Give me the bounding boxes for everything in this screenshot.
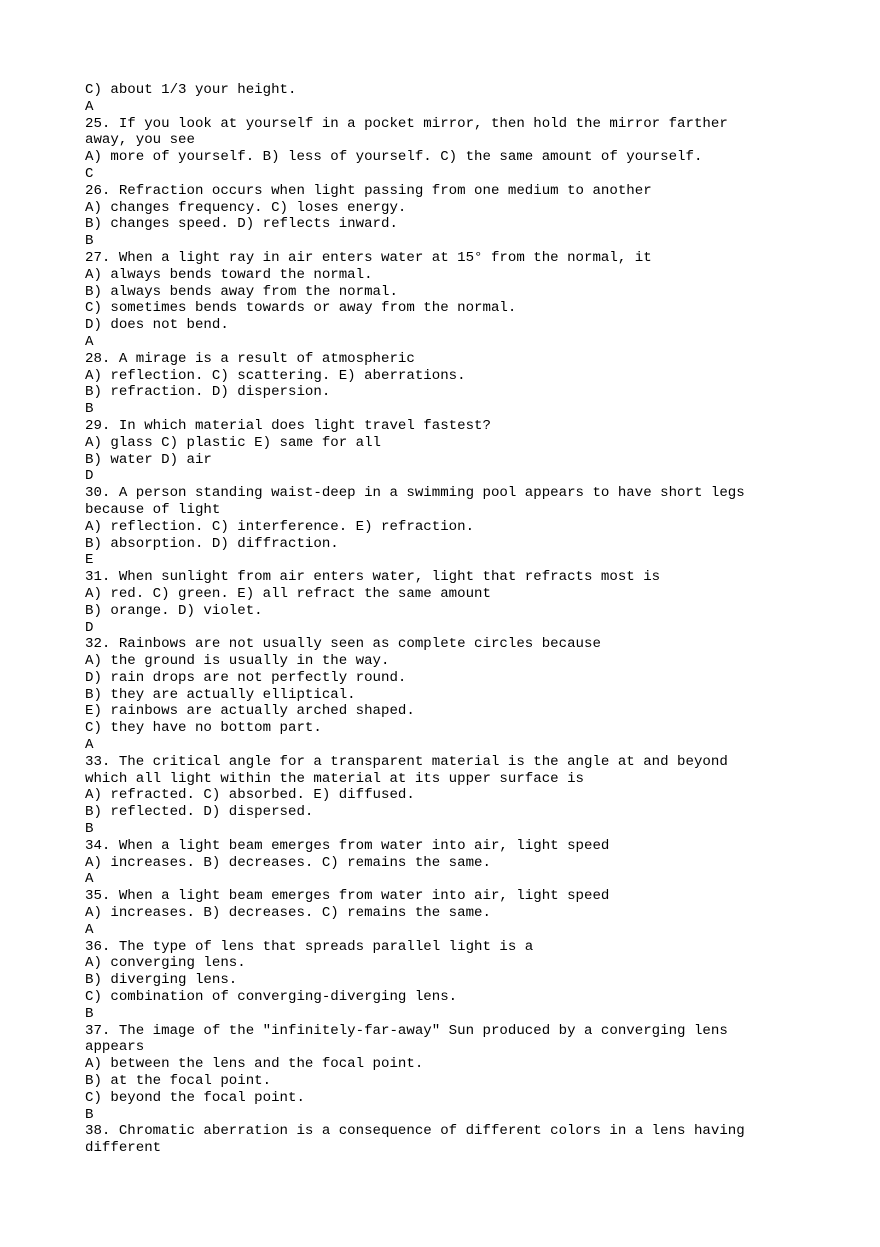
text-line: A [85,333,94,350]
text-line: A) reflection. C) interference. E) refraction. [85,518,475,535]
text-line: B) refraction. D) dispersion. [85,384,331,401]
text-line: A) glass C) plastic E) same for all [85,434,382,451]
text-line: E) rainbows are actually arched shaped. [85,703,415,720]
text-line: A [85,98,94,115]
text-line: away, you see [85,132,195,149]
text-line: A) increases. B) decreases. C) remains the same. [85,854,491,871]
text-line: 30. A person standing waist-deep in a swimming pool appears to have short legs [85,485,745,502]
text-line: E [85,552,94,569]
text-line: 27. When a light ray in air enters water at 15° from the normal, it [85,249,652,266]
text-line: A) the ground is usually in the way. [85,653,390,670]
text-line: 33. The critical angle for a transparent material is the angle at and beyond [85,753,728,770]
text-line: A) increases. B) decreases. C) remains the same. [85,905,491,922]
text-line: which all light within the material at its upper surface is [85,770,584,787]
text-line: B [85,1106,94,1123]
text-line: 31. When sunlight from air enters water, light that refracts most is [85,569,661,586]
text-line: 28. A mirage is a result of atmospheric [85,350,415,367]
text-line: B [85,401,94,418]
text-line: 26. Refraction occurs when light passing from one medium to another [85,182,652,199]
text-line: A [85,921,94,938]
text-line: A [85,871,94,888]
text-line: C) about 1/3 your height. [85,82,297,98]
text-line: appears [85,1039,145,1056]
document-page [85,82,795,1157]
text-line: 29. In which material does light travel fastest? [85,417,491,434]
text-line: B) diverging lens. [85,972,238,989]
text-line: because of light [85,501,221,518]
text-line: D [85,619,94,636]
text-line: C) sometimes bends towards or away from the normal. [85,300,517,317]
text-line: B) at the focal point. [85,1073,272,1090]
text-line: B) reflected. D) dispersed. [85,804,314,821]
text-line: D [85,468,94,485]
text-line: 32. Rainbows are not usually seen as complete circles because [85,636,601,653]
text-line: 25. If you look at yourself in a pocket mirror, then hold the mirror farther [85,115,728,132]
text-line: D) rain drops are not perfectly round. [85,669,407,686]
text-line: A) reflection. C) scattering. E) aberrations. [85,367,466,384]
text-line: C) beyond the focal point. [85,1089,305,1106]
text-line: B [85,233,94,250]
text-line: B) they are actually elliptical. [85,686,356,703]
text-line: 36. The type of lens that spreads parallel light is a [85,938,534,955]
text-line: B) always bends away from the normal. [85,283,398,300]
text-line: D) does not bend. [85,317,229,334]
text-line: A) red. C) green. E) all refract the same amount [85,585,491,602]
text-line: 35. When a light beam emerges from water into air, light speed [85,888,610,905]
text-line: B) absorption. D) diffraction. [85,535,339,552]
text-line: 34. When a light beam emerges from water into air, light speed [85,837,610,854]
text-line: C) combination of converging-diverging lens. [85,989,458,1006]
text-line: B [85,1005,94,1022]
text-line: 38. Chromatic aberration is a consequence of different colors in a lens having [85,1123,745,1140]
text-line: A) between the lens and the focal point. [85,1056,424,1073]
text-line: A) more of yourself. B) less of yourself. C) the same amount of yourself. [85,149,703,166]
text-line: A) changes frequency. C) loses energy. [85,199,407,216]
text-line: 37. The image of the "infinitely-far-away" Sun produced by a converging lens [85,1022,728,1039]
text-line: B) water D) air [85,451,212,468]
text-line: A) always bends toward the normal. [85,266,373,283]
text-line: B [85,821,94,838]
text-line: B) changes speed. D) reflects inward. [85,216,398,233]
text-line: different [85,1140,162,1157]
text-line: C) they have no bottom part. [85,720,322,737]
text-line: C [85,165,94,182]
text-line: A) refracted. C) absorbed. E) diffused. [85,787,415,804]
text-line: A) converging lens. [85,955,246,972]
text-line: A [85,737,94,754]
text-line: B) orange. D) violet. [85,602,263,619]
